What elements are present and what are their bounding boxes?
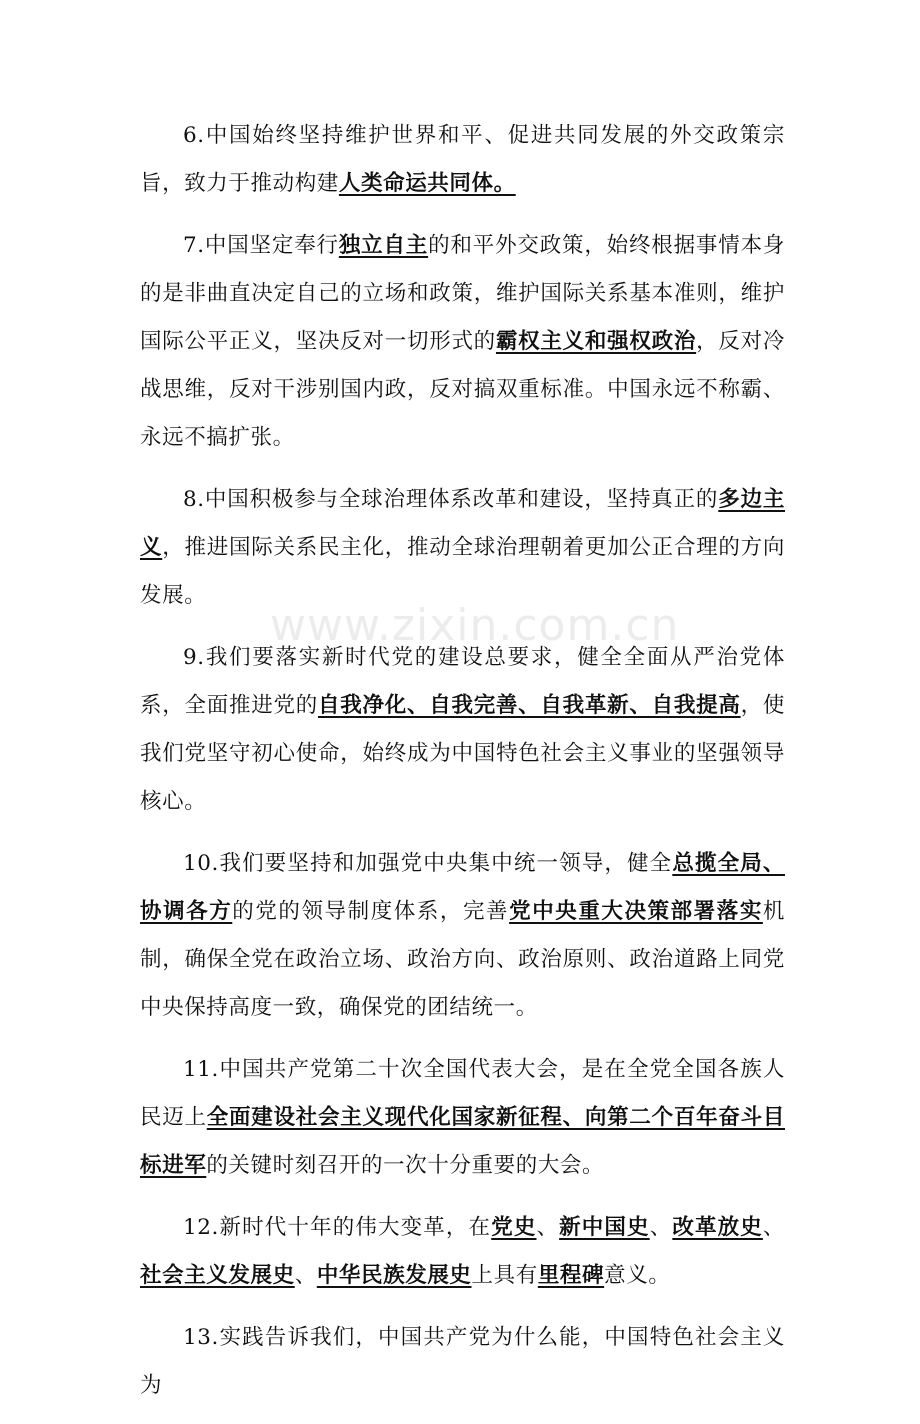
paragraph-text: 13.实践告诉我们，中国共产党为什么能，中国特色社会主义为 [140, 1325, 785, 1398]
document-body [140, 112, 785, 1424]
paragraph-text: 意义。 [604, 1263, 671, 1288]
key-term: 自我净化、自我完善、自我革新、自我提高 [317, 693, 741, 718]
paragraph-text: 的和平外交政策，始终根据事情本身的是非曲直决定自己的立场和政策，维护国际关系基本准则，维护国际公平正义，坚决反对一切形式的 [140, 233, 785, 354]
paragraph-text: 7.中国坚定奉行 [183, 233, 339, 258]
key-term: 党史 [491, 1215, 537, 1240]
key-term: 人类命运共同体。 [338, 171, 516, 196]
key-term: 全面建设社会主义现代化国家新征程、向第二个百年奋斗目标进军 [140, 1105, 785, 1178]
paragraph-text: 、 [536, 1215, 560, 1240]
paragraph-text: 6.中国始终坚持维护世界和平、促进共同发展的外交政策宗旨，致力于推动构建 [140, 123, 785, 196]
paragraph [140, 634, 785, 826]
key-term: 中华民族发展史 [316, 1263, 472, 1288]
key-term: 改革放史 [672, 1215, 763, 1240]
key-term: 多边主义 [140, 487, 786, 560]
key-term: 新中国史 [559, 1215, 650, 1240]
paragraph [140, 112, 785, 208]
key-term: 总揽全局、协调各方 [140, 851, 785, 924]
paragraph-text: 、 [762, 1215, 785, 1240]
paragraph-text: 10.我们要坚持和加强党中央集中统一领导，健全 [183, 851, 673, 876]
paragraph-text: 、 [649, 1215, 673, 1240]
key-term: 独立自主 [338, 233, 429, 258]
paragraph [140, 1046, 785, 1190]
paragraph [140, 1314, 785, 1410]
paragraph [140, 222, 785, 462]
paragraph-text: 上具有 [471, 1263, 538, 1288]
watermark: www.zixin.com.cn [270, 600, 680, 651]
key-term: 社会主义发展史 [140, 1263, 295, 1288]
paragraph-text: ，推进国际关系民主化，推动全球治理朝着更加公正合理的方向发展。 [140, 535, 785, 608]
paragraph [140, 1204, 785, 1300]
paragraph-text: 的关键时刻召开的一次十分重要的大会。 [206, 1153, 605, 1178]
paragraph-text: 机制，确保全党在政治立场、政治方向、政治原则、政治道路上同党中央保持高度一致，确保党的团结统一。 [140, 899, 785, 1020]
paragraph-text: 12.新时代十年的伟大变革，在 [183, 1215, 492, 1240]
paragraph [140, 840, 785, 1032]
paragraph-text: 8.中国积极参与全球治理体系改革和建设，坚持真正的 [183, 487, 719, 512]
paragraph-text: ，使我们党坚守初心使命，始终成为中国特色社会主义事业的坚强领导核心。 [140, 693, 785, 814]
paragraph-text: 9.我们要落实新时代党的建设总要求，健全全面从严治党体系，全面推进党的 [140, 645, 785, 718]
paragraph-text: 的党的领导制度体系，完善 [232, 899, 510, 924]
key-term: 里程碑 [537, 1263, 605, 1288]
paragraph-text: 、 [294, 1263, 317, 1288]
key-term: 霸权主义和强权政治 [495, 329, 697, 354]
paragraph [140, 476, 785, 620]
key-term: 党中央重大决策部署落实 [509, 899, 763, 924]
paragraph-text: ，反对冷战思维，反对干涉别国内政，反对搞双重标准。中国永远不称霸、永远不搞扩张。 [140, 329, 785, 450]
paragraph-text: 11.中国共产党第二十次全国代表大会，是在全党全国各族人民迈上 [140, 1057, 785, 1130]
